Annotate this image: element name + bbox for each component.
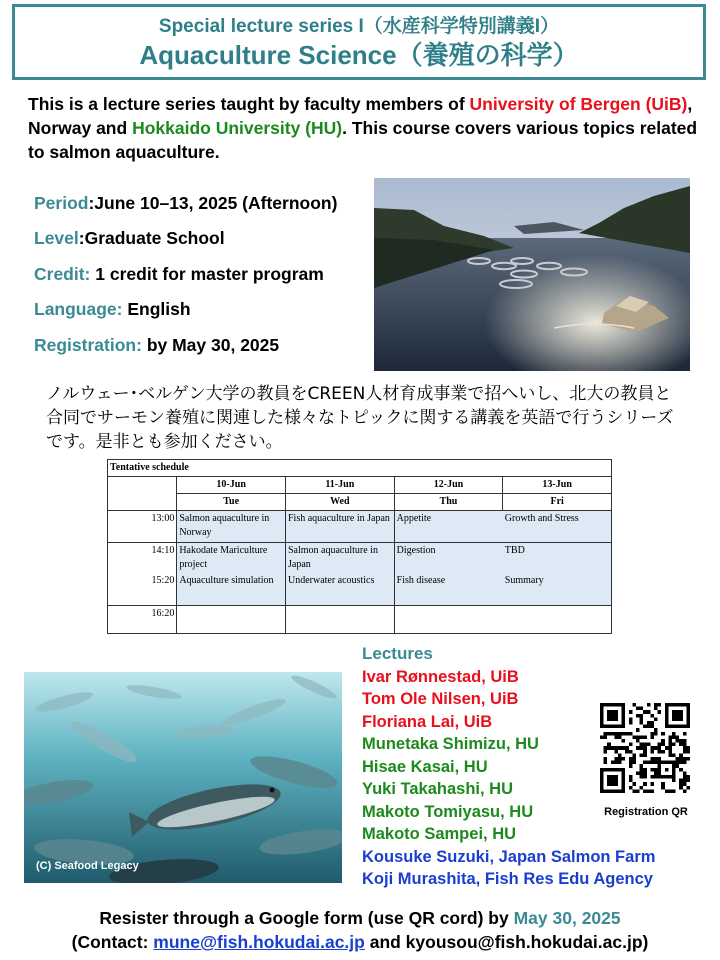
registration-qr-code[interactable]	[600, 703, 690, 793]
schedule-row	[108, 511, 612, 543]
detail-label: Language:	[34, 299, 123, 319]
schedule-day: Wed	[285, 494, 394, 511]
detail-credit	[34, 263, 324, 285]
uib-name: University of Bergen (UiB)	[469, 94, 688, 114]
series-title: Special lecture series I（水産科学特別講義I）	[158, 16, 560, 37]
lectures-heading: Lectures	[362, 644, 433, 663]
schedule-cell: Digestion	[394, 543, 503, 574]
schedule-date: 10-Jun	[177, 477, 286, 494]
schedule-row	[108, 573, 612, 605]
schedule-date: 13-Jun	[503, 477, 612, 494]
schedule-cell	[285, 605, 394, 633]
detail-language	[34, 298, 191, 320]
detail-value: English	[127, 299, 191, 319]
hu-name: Hokkaido University (HU)	[132, 118, 343, 138]
schedule-table	[107, 459, 612, 634]
deadline-date: May 30, 2025	[513, 908, 621, 928]
schedule-cell: Fish disease	[394, 573, 503, 605]
lecturer-name: Makoto Sampei, HU	[362, 825, 517, 843]
salmon-underwater-photo	[24, 672, 342, 883]
detail-registration	[34, 334, 279, 356]
schedule-row	[108, 543, 612, 574]
schedule-cell: Aquaculture simulation	[177, 573, 286, 605]
schedule-cell	[394, 605, 611, 633]
detail-label: Period	[34, 193, 89, 213]
schedule-cell: Underwater acoustics	[285, 573, 394, 605]
lecturer-name: Hisae Kasai, HU	[362, 757, 488, 776]
footer-line1: Resister through a Google form (use QR cord) by May 30, 2025	[99, 908, 621, 928]
detail-value: June 10–13, 2025 (Afternoon)	[94, 193, 338, 213]
detail-value: by May 30, 2025	[146, 335, 280, 355]
photo-credit: (C) Seafood Legacy	[36, 860, 139, 872]
schedule-date: 12-Jun	[394, 477, 503, 494]
schedule-time: 15:20	[108, 573, 177, 605]
schedule-cell: TBD	[503, 543, 612, 574]
qr-label: Registration QR	[604, 806, 688, 818]
course-title: Aquaculture Science（養殖の科学）	[139, 40, 579, 70]
detail-level: Level:Graduate School	[34, 228, 225, 248]
schedule-title: Tentative schedule	[108, 460, 612, 477]
lecturer-name: Kousuke Suzuki, Japan Salmon Farm	[362, 847, 656, 866]
detail-label: Credit:	[34, 264, 91, 284]
detail-label: Level	[34, 228, 79, 248]
lecturer-name: Munetaka Shimizu, HU	[362, 735, 539, 753]
fjord-fish-farm-photo	[374, 178, 690, 371]
schedule-time: 13:00	[108, 511, 177, 543]
lecturer-name: Tom Ole Nilsen, UiB	[362, 690, 519, 708]
schedule-cell: Summary	[503, 573, 612, 605]
intro-text-1: This is a lecture series taught by faculty members of	[28, 94, 470, 114]
schedule-cell: Salmon aquaculture in Norway	[177, 511, 286, 543]
schedule-cell: Hakodate Mariculture project	[177, 543, 286, 574]
japanese-description: ノルウェー･ベルゲン大学の教員をCREEN人材育成事業で招へいし、北大の教員と合同でサーモン養殖に関連した様々なトピックに関する講義を英語で行うシリーズです。是非とも参加ください。	[46, 384, 674, 452]
schedule-time: 16:20	[108, 605, 177, 633]
footer	[0, 906, 720, 954]
header-blank	[108, 477, 177, 511]
schedule-cell: Fish aquaculture in Japan	[285, 511, 394, 543]
intro-text-2: , Norway and	[28, 94, 693, 138]
schedule-day: Tue	[177, 494, 286, 511]
title-box	[12, 4, 706, 80]
schedule-cell: Salmon aquaculture in Japan	[285, 543, 394, 574]
schedule-cell	[177, 605, 286, 633]
lecturer-name: Makoto Tomiyasu, HU	[362, 802, 534, 821]
schedule-time: 14:10	[108, 543, 177, 574]
lecturer-name: Yuki Takahashi, HU	[362, 780, 513, 798]
detail-value: 1 credit for master program	[95, 264, 324, 284]
schedule-cell: Appetite	[394, 511, 503, 543]
intro-text-3: . This course covers various topics related to salmon aquaculture.	[28, 118, 698, 162]
schedule-row	[108, 605, 612, 633]
lecturer-name: Ivar Rønnestad, UiB	[362, 667, 519, 686]
detail-label: Registration:	[34, 335, 142, 355]
intro-paragraph	[28, 92, 700, 164]
lecturer-name: Floriana Lai, UiB	[362, 712, 493, 731]
schedule-date: 11-Jun	[285, 477, 394, 494]
schedule-day: Fri	[503, 494, 612, 511]
contact-email-link[interactable]: mune@fish.hokudai.ac.jp	[153, 932, 365, 952]
schedule-cell: Growth and Stress	[503, 511, 612, 543]
schedule-day: Thu	[394, 494, 503, 511]
footer-line2: (Contact: mune@fish.hokudai.ac.jp and kyousou@fish.hokudai.ac.jp)	[71, 932, 649, 952]
lecturer-name: Koji Murashita, Fish Res Edu Agency	[362, 870, 653, 888]
detail-period: Period:June 10–13, 2025 (Afternoon)	[34, 193, 338, 213]
detail-value: Graduate School	[84, 228, 225, 248]
